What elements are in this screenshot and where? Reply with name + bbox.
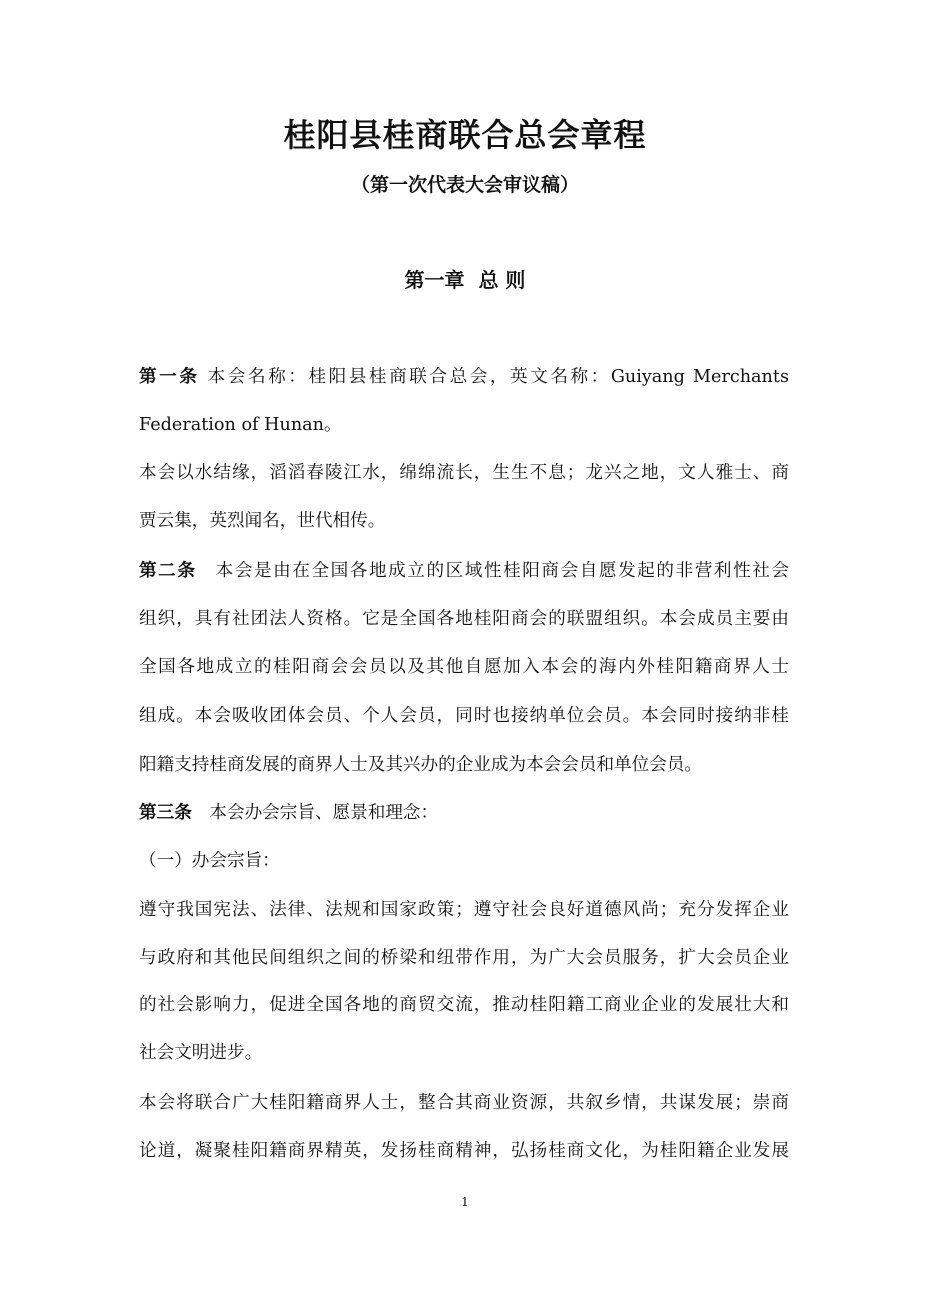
article-text: 本会名称：桂阳县桂商联合总会，英文名称：Guiyang Merchants [199,367,789,387]
page-number: 1 [461,1195,469,1209]
article-1-line-2: Federation of Hunan。 [139,415,342,435]
chapter-heading: 第一章 总 则 [404,268,526,292]
article-3-line-7: 本会将联合广大桂阳籍商界人士，整合其商业资源，共叙乡情，共谋发展；崇商 [139,1093,789,1113]
article-1-line-4: 贾云集，英烈闻名，世代相传。 [139,511,386,531]
article-label: 第一条 [139,367,200,387]
article-2-line-3: 全国各地成立的桂阳商会会员以及其他自愿加入本会的海内外桂阳籍商界人士 [139,657,789,677]
document-subtitle: （第一次代表大会审议稿） [350,174,579,196]
document-title: 桂阳县桂商联合总会章程 [283,116,647,154]
article-text: 本会是由在全国各地成立的区域性桂阳商会自愿发起的非营利性社会 [196,561,789,581]
article-1-line-3: 本会以水结缘，滔滔春陵江水，绵绵流长，生生不息；龙兴之地，文人雅士、商 [139,463,789,483]
article-2-line-1 [139,556,789,586]
article-3-line-1 [139,798,789,828]
article-2-line-4: 组成。本会吸收团体会员、个人会员，同时也接纳单位会员。本会同时接纳非桂 [139,706,789,726]
article-2-line-5: 阳籍支持桂商发展的商界人士及其兴办的企业成为本会会员和单位会员。 [139,755,703,775]
article-2-line-2: 组织，具有社团法人资格。它是全国各地桂阳商会的联盟组织。本会成员主要由 [139,609,789,629]
article-label: 第二条 [139,561,197,581]
article-3-line-5: 的社会影响力，促进全国各地的商贸交流，推动桂阳籍工商业企业的发展壮大和 [139,995,789,1015]
article-3-line-6: 社会文明进步。 [139,1043,263,1063]
article-3-line-4: 与政府和其他民间组织之间的桥梁和纽带作用，为广大会员服务，扩大会员企业 [139,948,789,968]
article-label: 第三条 [139,803,192,823]
article-text: 本会办会宗旨、愿景和理念： [191,803,439,823]
article-3-line-8: 论道，凝聚桂阳籍商界精英，发扬桂商精神，弘扬桂商文化，为桂阳籍企业发展 [139,1141,789,1161]
article-3-line-2: （一）办会宗旨： [139,851,280,871]
article-3-line-3: 遵守我国宪法、法律、法规和国家政策；遵守社会良好道德风尚；充分发挥企业 [139,900,789,920]
article-1-line-1 [139,362,789,392]
